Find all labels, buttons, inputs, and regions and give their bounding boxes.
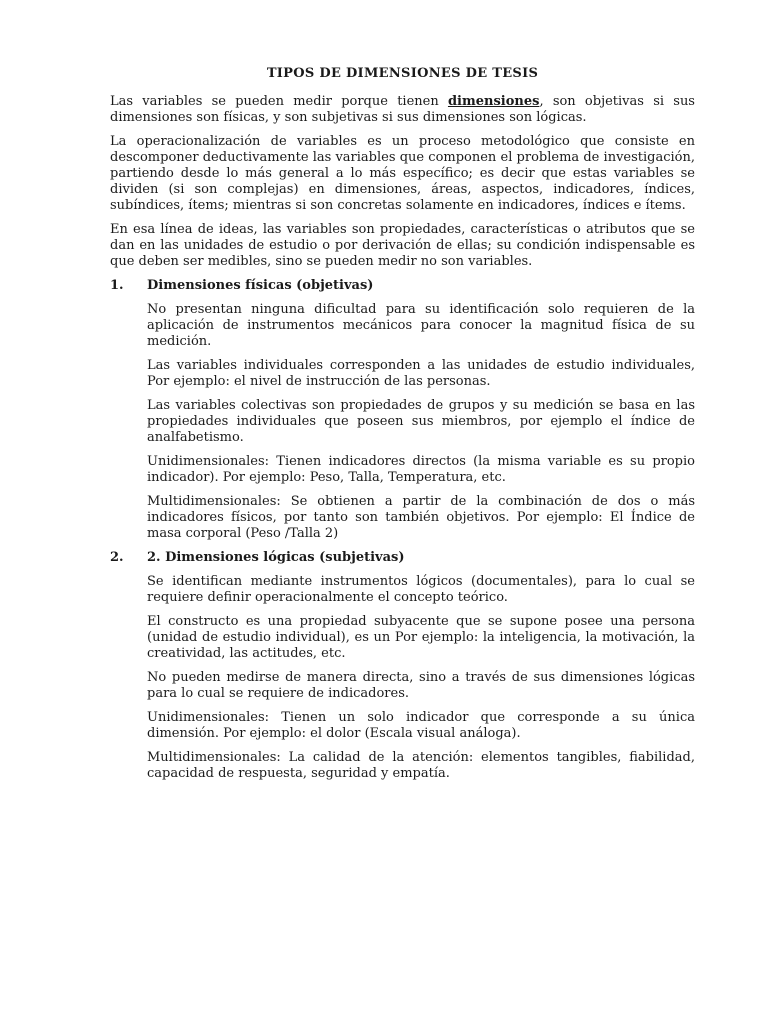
section-paragraph: No presentan ninguna dificultad para su identificación solo requieren de la aplicación de instrumentos mecánicos para conocer la magnitud física de su medición.: [147, 302, 695, 349]
body-paragraph: En esa línea de ideas, las variables son propiedades, características o atributos que se dan en las unidades de estudio o por derivación de ellas; su condición indispensable es que deben ser medibles, sino se pueden medir no son variables.: [110, 222, 695, 269]
intro-paragraph: [110, 94, 695, 126]
section-paragraph: Multidimensionales: La calidad de la atención: elementos tangibles, fiabilidad, capacidad de respuesta, seguridad y empatía.: [147, 750, 695, 781]
section-title: 2. Dimensiones lógicas (subjetivas): [147, 550, 405, 565]
section-body: [147, 574, 695, 782]
section-body: [147, 302, 695, 542]
section-paragraph: Unidimensionales: Tienen un solo indicador que corresponde a su única dimensión. Por ejemplo: el dolor (Escala visual análoga).: [147, 710, 695, 741]
section-paragraph: Las variables colectivas son propiedades de grupos y su medición se basa en las propiedades individuales que poseen sus miembros, por ejemplo el índice de analfabetismo.: [147, 398, 695, 445]
intro-text-after: , son objetivas si sus dimensiones son físicas, y son subjetivas si sus dimensiones son lógicas.: [110, 94, 695, 125]
section-paragraph: Se identifican mediante instrumentos lógicos (documentales), para lo cual se requiere definir operacionalmente el concepto teórico.: [147, 574, 695, 605]
document-page: [110, 66, 695, 790]
section-paragraph: Multidimensionales: Se obtienen a partir de la combinación de dos o más indicadores físicos, por tanto son también objetivos. Por ejemplo: El Índice de masa corporal (Peso /Talla 2): [147, 494, 695, 541]
section-heading: [110, 550, 695, 566]
section-number: 1.: [110, 278, 124, 293]
section-title: Dimensiones físicas (objetivas): [147, 278, 374, 293]
section-paragraph: No pueden medirse de manera directa, sino a través de sus dimensiones lógicas para lo cual se requiere de indicadores.: [147, 670, 695, 701]
intro-keyword: dimensiones: [447, 94, 540, 109]
section-heading: [110, 278, 695, 294]
section-number: 2.: [110, 550, 124, 565]
section-paragraph: Unidimensionales: Tienen indicadores directos (la misma variable es su propio indicador). Por ejemplo: Peso, Talla, Temperatura, etc.: [147, 454, 695, 485]
body-paragraph: La operacionalización de variables es un proceso metodológico que consiste en descomponer deductivamente las variables que componen el problema de investigación, partiendo desde lo más general a lo más específico; es decir que estas variables se dividen (si son complejas) en dimensiones, áreas, aspectos, indicadores, índices, subíndices, ítems; mientras si son concretas solamente en indicadores, índices e ítems.: [110, 134, 695, 213]
intro-text-before: Las variables se pueden medir porque tienen: [110, 94, 448, 109]
section-paragraph: Las variables individuales corresponden a las unidades de estudio individuales, Por ejemplo: el nivel de instrucción de las personas.: [147, 358, 695, 389]
document-title: TIPOS DE DIMENSIONES DE TESIS: [266, 66, 539, 81]
section-paragraph: El constructo es una propiedad subyacente que se supone posee una persona (unidad de estudio individual), es un Por ejemplo: la inteligencia, la motivación, la creatividad, las actitudes, etc.: [147, 614, 695, 661]
